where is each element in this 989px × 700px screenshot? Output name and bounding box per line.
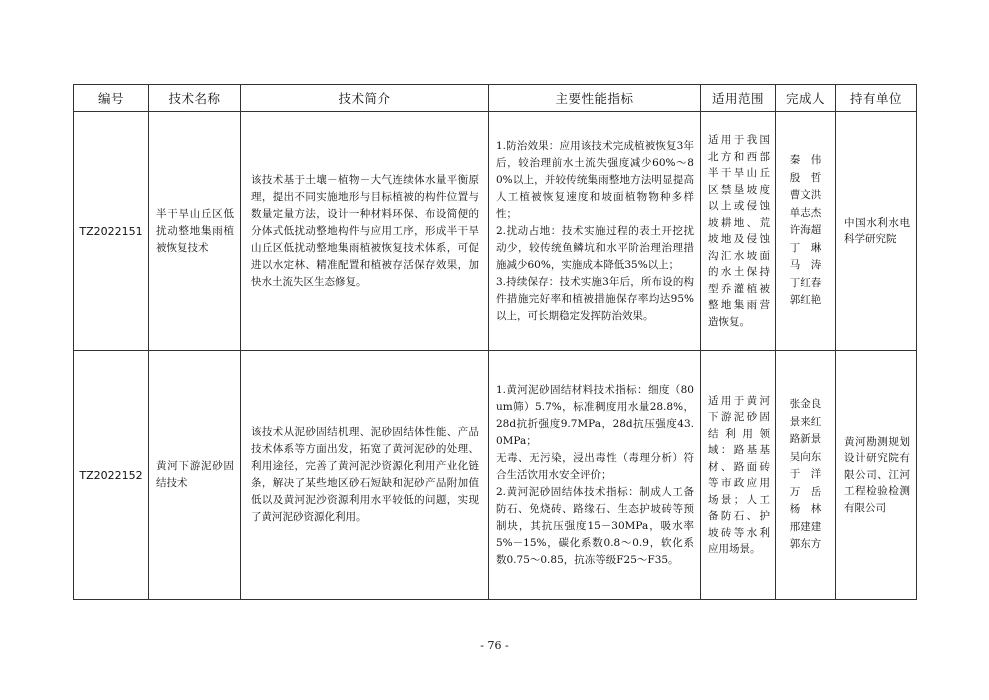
table-header-row bbox=[74, 85, 917, 112]
cell-completers bbox=[776, 351, 836, 600]
cell-scope bbox=[701, 112, 776, 351]
tech-intro: 该技术基于土壤－植物－大气连续体水量平衡原理，提出不同实施地形与目标植被的构件位置与数量定量方法，设计一种材料环保、布设简便的分体式低扰动整地构件与应用工序，形成半干旱山丘区低扰动整地集雨植被恢复技术体系，可促进以水定林、精准配置和植被存活保存效果，加快水土流失区生态修复。 bbox=[251, 173, 479, 288]
performance-item: 2.黄河泥砂固结体技术指标：制成人工备防石、免烧砖、路缘石、生态护坡砖等预制块，其抗压强度15－30MPa，吸水率5%－15%，碳化系数0.8～0.9，软化系数0.75～0.85，抗冻等级F25～F35。 bbox=[496, 485, 694, 566]
cell-holder bbox=[836, 351, 917, 600]
cell-name bbox=[149, 351, 241, 600]
cell-scope bbox=[701, 351, 776, 600]
page-number: - 76 - bbox=[480, 639, 509, 652]
cell-id: TZ2022152 bbox=[74, 351, 149, 600]
performance-item: 1.防治效果：应用该技术完成植被恢复3年后，较治理前水土流失强度减少60%～80%以上，并较传统集雨整地方法明显提高人工植被恢复速度和坡面植物物种多样性； bbox=[496, 139, 694, 220]
performance-list bbox=[489, 138, 700, 325]
cell-name bbox=[149, 112, 241, 351]
tech-name: 半干旱山丘区低扰动整地集雨植被恢复技术 bbox=[156, 207, 234, 254]
scope-text: 适用于黄河下游泥砂固结利用领域：路基基材、路面砖等市政应用场景；人工备防石、护坡砖等水利应用场景。 bbox=[708, 394, 770, 555]
cell-intro bbox=[241, 112, 489, 351]
header-scope: 适用范围 bbox=[701, 85, 776, 112]
header-holder: 持有单位 bbox=[836, 85, 917, 112]
table-row bbox=[74, 351, 917, 600]
completers-list: 秦 伟 殷 哲 曹文洪 单志杰 许海超 丁 琳 马 涛 丁红春 郭红艳 bbox=[789, 154, 822, 307]
technology-table bbox=[73, 84, 917, 600]
cell-id: TZ2022151 bbox=[74, 112, 149, 351]
performance-item: 1.黄河泥砂固结材料技术指标：细度（80um筛）5.7%，标准稠度用水量28.8%，28d抗折强度9.7MPa，28d抗压强度43.0MPa； bbox=[496, 383, 694, 447]
header-completers: 完成人 bbox=[776, 85, 836, 112]
performance-list bbox=[489, 382, 700, 569]
holder-text: 黄河勘测规划设计研究院有限公司、江河工程检验检测有限公司 bbox=[844, 435, 910, 514]
tech-intro: 该技术从泥砂固结机理、泥砂固结体性能、产品技术体系等方面出发，拓宽了黄河泥砂的处理、利用途径，完善了黄河泥沙资源化利用产业化链条，解决了某些地区砂石短缺和泥砂产品附加值低以及黄河泥沙资源利用水平较低的问题，实现了黄河泥砂资源化利用。 bbox=[251, 426, 479, 523]
header-name: 技术名称 bbox=[149, 85, 241, 112]
performance-item: 无毒、无污染，浸出毒性（毒理分析）符合生活饮用水安全评价； bbox=[496, 451, 694, 481]
header-id: 编号 bbox=[74, 85, 149, 112]
tech-name: 黄河下游泥砂固结技术 bbox=[156, 460, 234, 489]
cell-completers bbox=[776, 112, 836, 351]
header-intro: 技术简介 bbox=[241, 85, 489, 112]
completers-list: 张金良 景来红 路新景 吴向东 于 洋 万 岳 杨 林 邢建建 郭东方 bbox=[789, 398, 822, 551]
holder-text: 中国水利水电科学研究院 bbox=[844, 216, 910, 245]
cell-holder bbox=[836, 112, 917, 351]
scope-text: 适用于我国北方和西部半干旱山丘区禁垦坡度以上或侵蚀坡耕地、荒坡地及侵蚀沟汇水坡面的水土保持型乔灌植被整地集雨营造恢复。 bbox=[708, 134, 770, 328]
performance-item: 3.持续保存：技术实施3年后，所布设的构件措施完好率和植被措施保存率均达95%以上，可长期稳定发挥防治效果。 bbox=[496, 275, 694, 322]
table-row bbox=[74, 112, 917, 351]
cell-intro bbox=[241, 351, 489, 600]
header-performance: 主要性能指标 bbox=[489, 85, 701, 112]
cell-performance bbox=[489, 351, 701, 600]
performance-item: 2.扰动占地：技术实施过程的表土开挖扰动少，较传统鱼鳞坑和水平阶治理治理措施减少60%，实施成本降低35%以上； bbox=[496, 224, 694, 271]
cell-performance bbox=[489, 112, 701, 351]
